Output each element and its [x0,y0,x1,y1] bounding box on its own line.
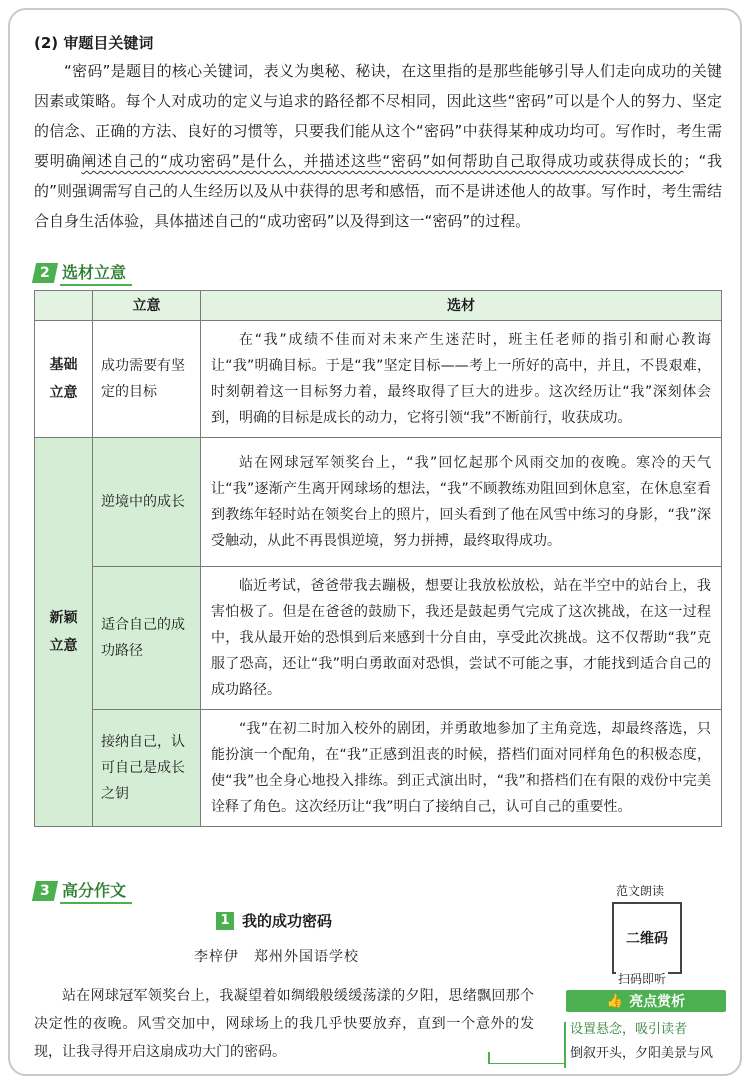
table-row-basic [35,321,722,438]
table-head-material: 选材 [201,291,722,321]
section-heading-keywords: (2) 审题目关键词 [34,34,154,52]
essay-author: 李梓伊 郑州外国语学校 [194,949,359,965]
material-cell: “我”在初二时加入校外的剧团，并勇敢地参加了主角竞选，却最终落选，只能扮演一个配角，在“我”正感到沮丧的时候，搭档们面对同样角色的积极态度，使“我”也全身心地投入排练。到正式演出时，“我”和搭档们在有限的戏份中完美诠释了角色。这次经历让“我”明白了接纳自己，认可自己的重要性。 [201,710,722,827]
section-number-badge: 3 [32,881,58,901]
qr-listen-label: 扫码即听 [618,972,667,986]
material-cell: 站在网球冠军领奖台上，“我”回忆起那个风雨交加的夜晚。寒冷的天气让“我”逐渐产生离开网球场的想法，“我”不顾教练劝阻回到休息室，在休息室看到教练年轻时站在领奖台上的照片，回头看到了他在风雪中练习的身影，“我”深受触动，从此不再畏惧逆境，努力拼搏，最终取得成功。 [201,438,722,567]
material-cell: 在“我”成绩不佳而对未来产生迷茫时，班主任老师的指引和耐心教诲让“我”明确目标。于是“我”坚定目标——考上一所好的高中，并且，不畏艰难，时刻朝着这一目标努力着，最终取得了巨大的进步。这次经历让“我”深刻体会到，明确的目标是成长的动力，它将引领“我”不断前行，收获成功。 [201,321,722,438]
intent-cell: 成功需要有坚定的目标 [93,321,201,438]
category-new: 新颖立意 [35,438,93,827]
category-basic: 基础立意 [35,321,93,438]
highlight-connector-line [488,1050,566,1064]
qr-code[interactable]: 二维码 [612,902,682,974]
highlight-badge-label: 亮点赏析 [629,994,686,1010]
table-row-new [35,567,722,710]
highlight-note [570,1018,713,1066]
essay-number-badge: 1 [216,912,234,930]
section-label: 选材立意 [60,260,132,286]
table-head-intent: 立意 [93,291,201,321]
page-frame [8,8,742,1076]
paragraph-wavy-emphasis: 阐述自己的“成功密码”是什么，并描述这些“密码”如何帮助自己取得成功或获得成长的 [81,152,684,170]
intent-cell: 逆境中的成长 [93,438,201,567]
highlight-note-line2: 倒叙开头，夕阳美景与风 [570,1046,714,1061]
keyword-analysis-paragraph [34,56,722,236]
table-row-new [35,438,722,567]
highlight-note-line1: 设置悬念，吸引读者 [570,1022,688,1037]
table-row-new [35,710,722,827]
qr-read-label: 范文朗读 [616,884,665,898]
section-label: 高分作文 [60,878,132,904]
essay-title-text: 我的成功密码 [242,912,333,930]
section-tag-essay [34,880,132,902]
thumbs-up-icon: 👍 [606,993,624,1009]
intent-cell: 适合自己的成功路径 [93,567,201,710]
highlight-badge [566,990,726,1012]
paragraph-text-a: “密码”是题目的核心关键词，表义为奥秘、秘诀，在这里指的是那些能够引导人们走向成功的关键因素或策略。每个人对成功的定义与追求的路径都不尽相同，因此这些“密码”可以是个人的努力、坚定的信念、正确的方法、良好的习惯等，只要我们能从这个“密码”中获得某种成功均可。写作时，考生需要明确 [34,62,722,170]
essay-body: 站在网球冠军领奖台上，我凝望着如绸缎般缓缓荡漾的夕阳，思绪飘回那个决定性的夜晚。风雪交加中，网球场上的我几乎快要放弃，直到一个意外的发现，让我寻得开启这扇成功大门的密码。 [34,988,534,1060]
intent-cell: 接纳自己，认可自己是成长之钥 [93,710,201,827]
section-tag-select-material [34,262,132,284]
essay-title [216,910,332,931]
paragraph-text-b: ；“我的”则强调需写自己的人生经历以及从中获得的思考和感悟，而不是讲述他人的故事。写作时，考生需结合自身生活体验，具体描述自己的“成功密码”以及得到这一“密码”的过程。 [34,152,722,230]
section-number-badge: 2 [32,263,58,283]
material-selection-table [34,290,722,827]
material-cell: 临近考试，爸爸带我去蹦极，想要让我放松放松，站在半空中的站台上，我害怕极了。但是在爸爸的鼓励下，我还是鼓起勇气完成了这次挑战，在这一过程中，我从最开始的恐惧到后来感到十分自由，享受此次挑战。这不仅帮助“我”克服了恐高，还让“我”明白勇敢面对恐惧，尝试不可能之事，才能找到适合自己的成功路径。 [201,567,722,710]
table-head-blank [35,291,93,321]
